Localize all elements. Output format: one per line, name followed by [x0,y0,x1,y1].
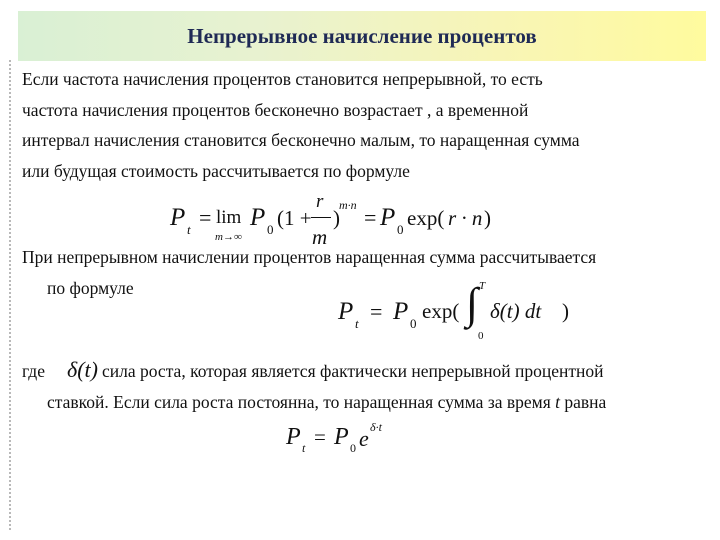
paragraph-force-time-var: t [555,391,561,412]
paragraph-force-line-2-after: равна [564,391,607,412]
formula-limit-close: ) [333,206,340,230]
formula-limit-lim: lim [216,207,242,228]
formula-exp-base: e [359,426,369,451]
formula-integral-upper: T [479,280,486,292]
formula-exp-equals: = [314,425,326,449]
formula-limit-exp: exp( [407,206,445,230]
formula-integral-exp: exp( [422,299,460,323]
formula-integral-lhs-sub: t [355,316,359,331]
integral-sign-icon: ∫ [466,279,479,328]
formula-exp-lhs: P [286,424,301,450]
paragraph-force-line-2-before: ставкой. Если сила роста постоянна, то наращенная сумма за время [47,391,551,412]
formula-integral-lhs: P [338,298,354,325]
formula-exp-exponent: δ·t [370,420,382,434]
paragraph-continuous-line-1: При непрерывном начислении процентов наращенная сумма рассчитывается [22,247,597,267]
formula-limit-p0-rhs: P [380,204,396,231]
paragraph-intro-line-3: интервал начисления становится бесконечно малым, то наращенная сумма [22,130,580,150]
formula-integral-p0: P [393,298,409,325]
formula-limit-equals: = [199,205,212,230]
formula-limit-lhs-sub: t [187,222,191,237]
formula-limit-lhs: P [170,204,186,231]
formula-limit-exp-arg: r · n [448,206,483,230]
formula-limit-p0-rhs-sub: 0 [397,222,404,237]
formula-limit-frac-num: r [316,191,324,212]
formula-exp-p0: P [334,424,349,450]
paragraph-force-line-1 [22,355,606,387]
paragraph-force-lead: где [22,361,45,381]
slide-title: Непрерывное начисление процентов [187,24,537,48]
paragraph-intro [22,64,580,186]
formula-integral-equals: = [370,299,383,324]
formula-limit-frac-den: m [312,225,328,249]
formula-integral-close: ) [562,299,569,323]
paragraph-continuous-line-2: по формуле [47,277,134,298]
formula-integral-integrand: δ(t) dt [490,299,542,323]
formula-limit-exponent: m·n [339,198,357,212]
formula-limit-lim-sub: m→∞ [215,231,242,243]
paragraph-force-of-growth [22,355,606,417]
formula-limit-frac-bar [311,217,331,218]
formula-limit-p0-sub: 0 [267,222,274,237]
formula-limit-equals-2: = [364,205,377,230]
formula-exponential [286,422,406,462]
paragraph-intro-line-1: Если частота начисления процентов становится непрерывной, то есть [22,69,543,89]
formula-exp-lhs-sub: t [302,441,306,455]
formula-exp-p0-sub: 0 [350,441,356,455]
formula-limit-exp-close: ) [484,206,491,230]
formula-integral-p0-sub: 0 [410,316,417,331]
formula-integral-lower: 0 [478,330,484,342]
paragraph-force-line-2 [22,387,606,418]
paragraph-force-line-1-text: сила роста, которая является фактически непрерывной процентной [101,361,604,381]
formula-limit-p0: P [250,204,266,231]
paragraph-intro-line-2: частота начисления процентов бесконечно возрастает , а временной [22,99,529,120]
left-dotted-rule [9,60,11,530]
formula-limit-open: (1 + [277,206,312,230]
formula-integral [338,279,588,346]
inline-delta-symbol: δ(t) [66,357,98,382]
paragraph-intro-line-4: или будущая стоимость рассчитывается по формуле [22,160,410,181]
